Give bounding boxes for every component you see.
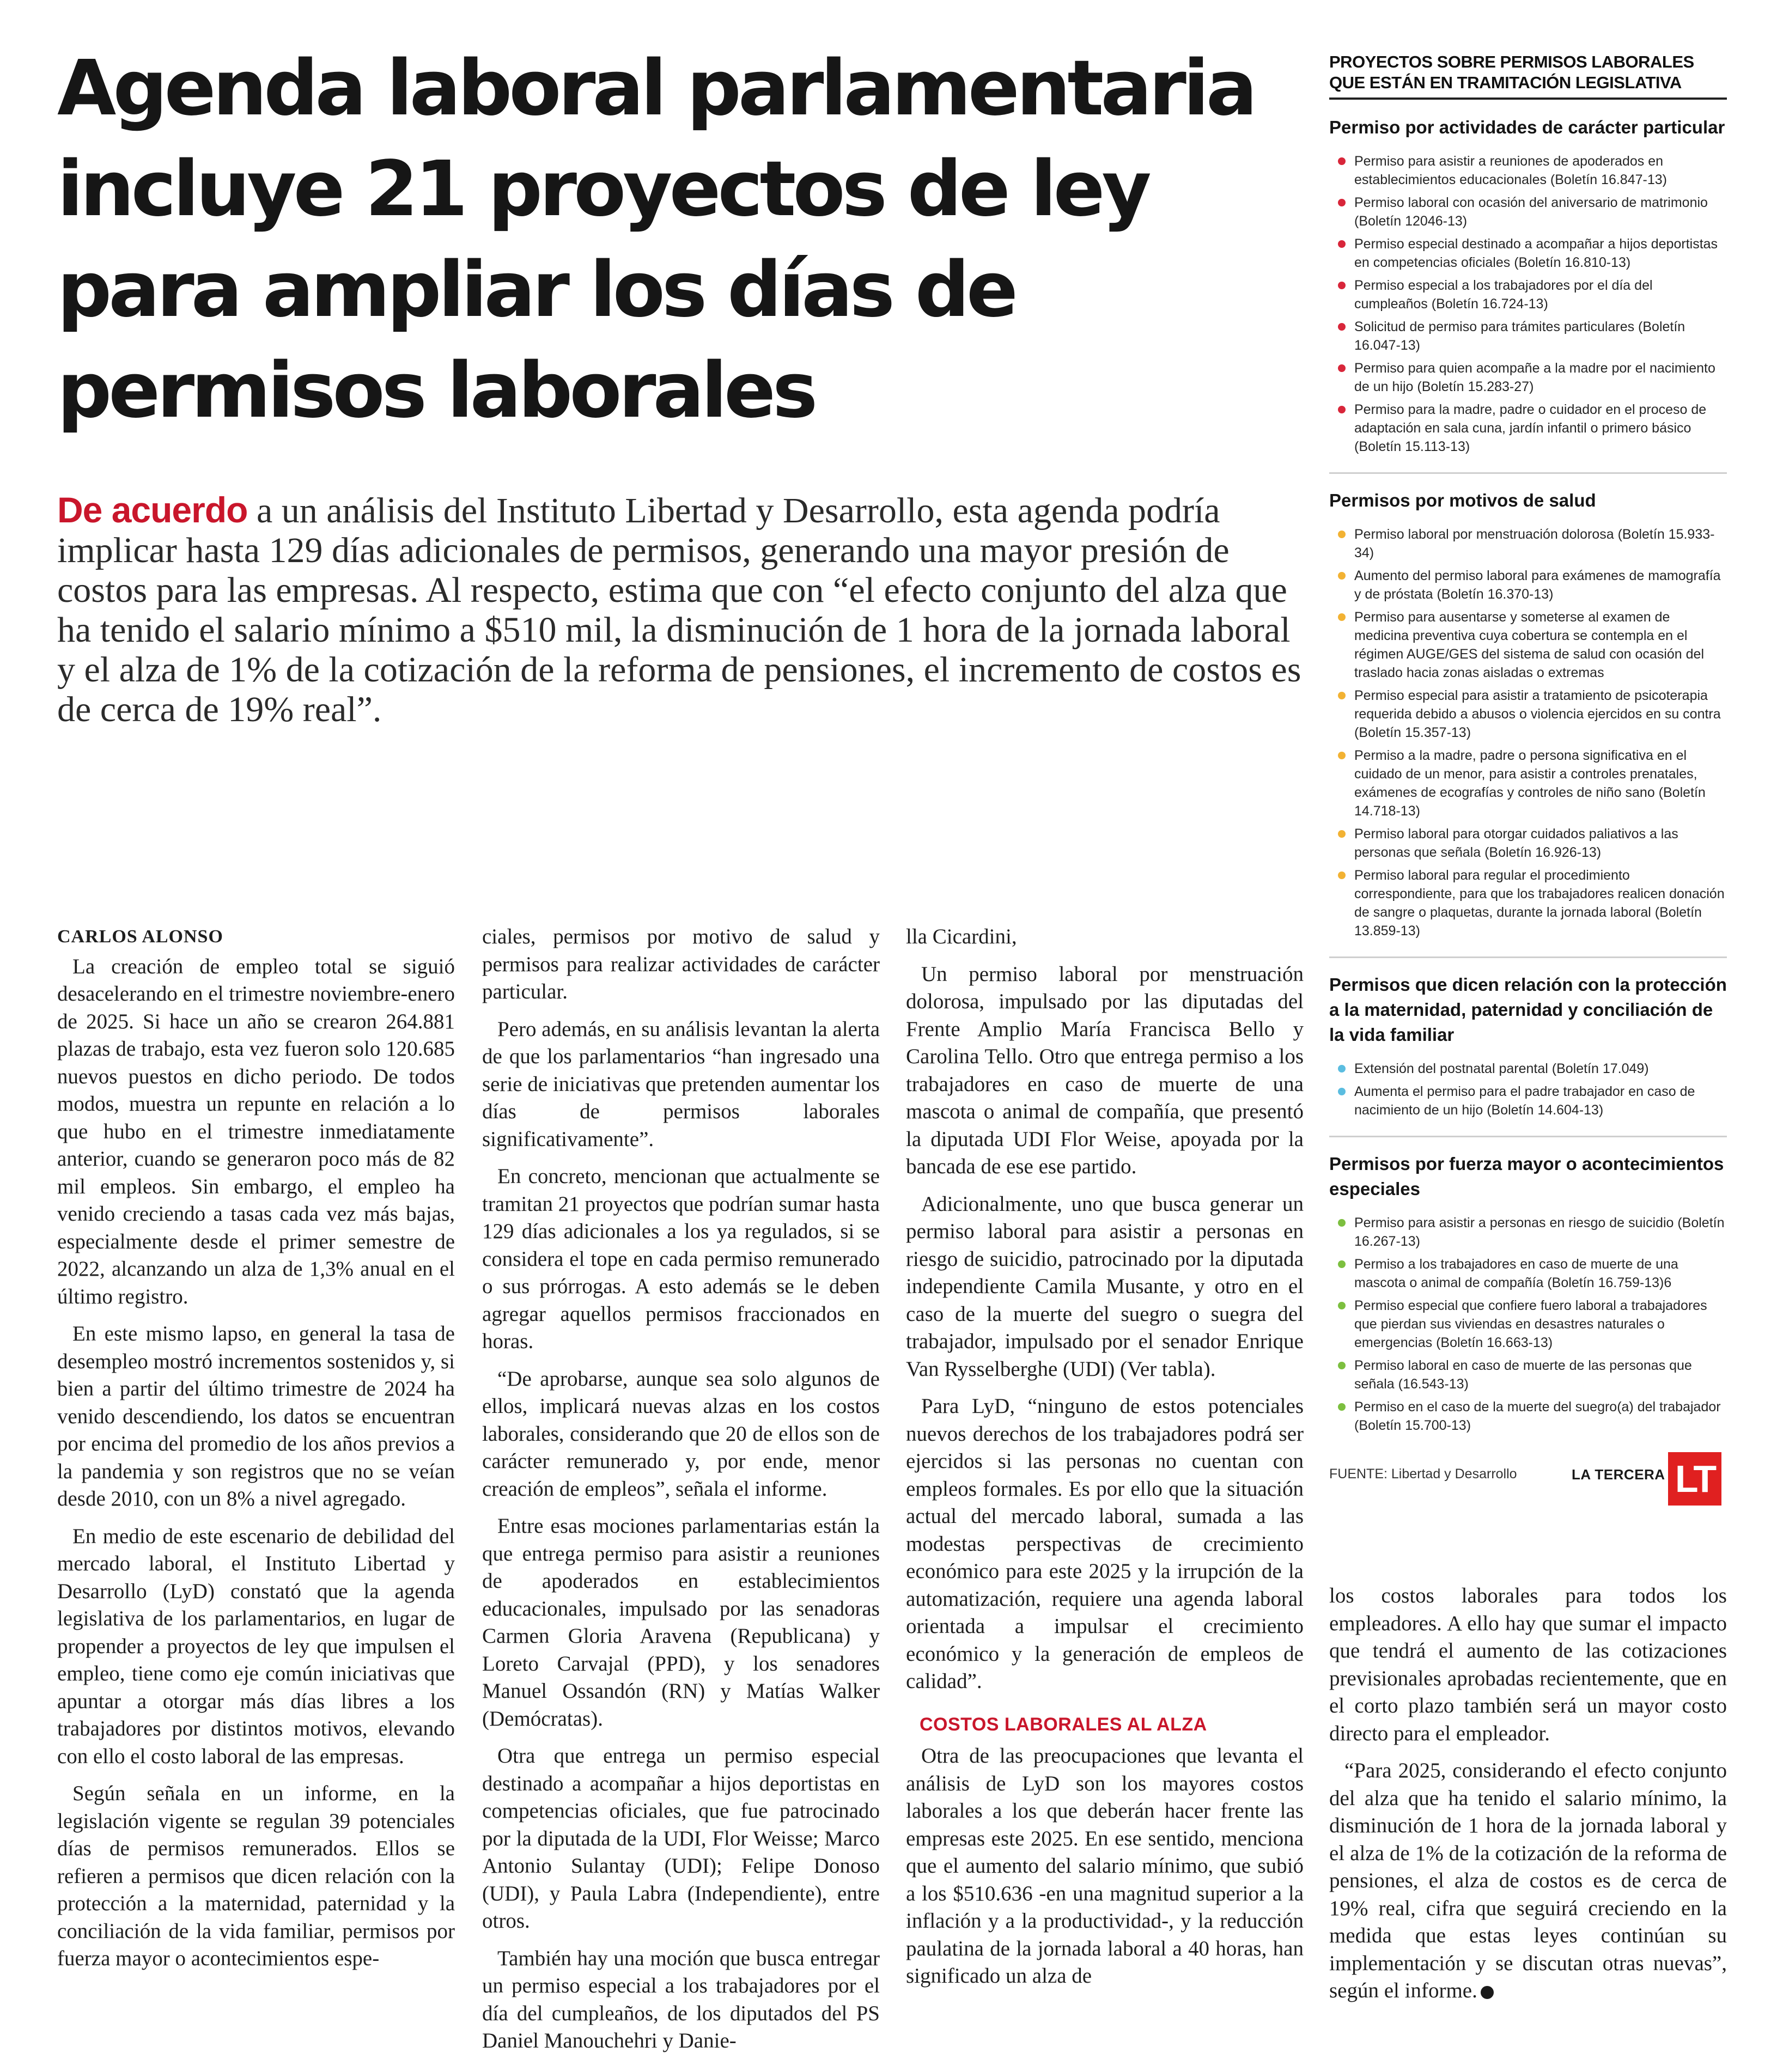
list-item — [1329, 1059, 1727, 1078]
list-item — [1329, 152, 1727, 189]
bullet-icon — [1338, 692, 1346, 699]
sidebar-section-salud — [1329, 488, 1727, 958]
list-item-text: Permiso para asistir a personas en riesgo de suicidio (Boletín 16.267-13) — [1354, 1215, 1725, 1249]
list-item — [1329, 1356, 1727, 1393]
bullet-icon — [1338, 1302, 1346, 1309]
paragraph: Para LyD, “ninguno de estos potenciales nuevos derechos de los trabajadores podrá ser ejercidos si las personas no cuentan con empleos formales. Es por ello que la situación actual del mercado laboral, sumada a las modestas perspectivas de crecimiento económico para este 2025 y la irrupción de la automatización, requiere una agenda laboral orientada a impulsar el crecimiento económico y la generación de empleos de calidad”. — [906, 1394, 1304, 1693]
list-item — [1329, 235, 1727, 272]
list-item — [1329, 1255, 1727, 1292]
list-item — [1329, 608, 1727, 682]
brand-logo: LT — [1668, 1452, 1721, 1506]
bullet-icon — [1338, 323, 1346, 331]
list-item — [1329, 359, 1727, 396]
list-item-text: Solicitud de permiso para trámites particulares (Boletín 16.047-13) — [1354, 319, 1685, 353]
paragraph: lla Cicardini, — [906, 925, 1017, 948]
body-column-1 — [57, 923, 455, 1983]
list-item-text: Permiso laboral para otorgar cuidados paliativos a las personas que señala (Boletín 16.926-13) — [1354, 826, 1678, 860]
sidebar-section-heading: Permiso por actividades de carácter particular — [1329, 117, 1725, 137]
headline: Agenda laboral parlamentaria incluye 21 proyectos de ley para ampliar los días de permisos laborales — [57, 44, 1255, 435]
list-item-text: Permiso para ausentarse y someterse al examen de medicina preventiva cuya cobertura se contempla en el régimen AUGE/GES del sistema de salud con ocasión del traslado hacia zonas aisladas o extremas — [1354, 610, 1705, 680]
source-note: FUENTE: Libertad y Desarrollo — [1329, 1466, 1517, 1482]
list-item-text: Permiso para asistir a reuniones de apoderados en establecimientos educacionales (Boletín 16.847-13) — [1354, 154, 1667, 187]
bullet-icon — [1338, 572, 1346, 580]
paragraph: Otra de las preocupaciones que levanta el análisis de LyD son los mayores costos laborales a los que deberán hacer frente las empresas este 2025. En ese sentido, menciona que el aumento del salario mínimo, que subió a los $510.636 -en una magnitud superior a la inflación y a la productividad-, y la reducción paulatina de la jornada laboral a 40 horas, han significado un alza de — [906, 1744, 1304, 1988]
sidebar-section-heading: Permisos por motivos de salud — [1329, 490, 1596, 510]
list-item — [1329, 686, 1727, 742]
bullet-icon — [1338, 872, 1346, 879]
paragraph: En concreto, mencionan que actualmente se tramitan 21 proyectos que podrían sumar hasta 129 días adicionales a los ya regulados, si se considera el tope en cada permiso remunerado o sus prórrogas. A esto además se le deben agregar aquellos permisos fraccionados en horas. — [482, 1165, 880, 1353]
paragraph: En medio de este escenario de debilidad del mercado laboral, el Instituto Libertad y Desarrollo (LyD) constató que la agenda legislativa de los parlamentarios, en lugar de propender a proyectos de ley que impulsen el empleo, tiene como eje común iniciativas que apuntar a otorgar más días libres a los trabajadores por distintos motivos, elevando con ello el costo laboral de las empresas. — [57, 1524, 455, 1768]
bullet-icon — [1338, 364, 1346, 372]
byline: CARLOS ALONSO — [57, 927, 223, 947]
list-item — [1329, 866, 1727, 940]
list-item — [1329, 318, 1727, 355]
bullet-icon — [1338, 1362, 1346, 1369]
paragraph: La creación de empleo total se siguió desacelerando en el trimestre noviembre-enero de 2025. Si hace un año se crearon 264.881 plazas de trabajo, esta vez fueron solo 120.685 nuevos puestos en dicho periodo. De todos modos, muestra un repunte en relación a lo que hubo en el trimestre inmediatamente anterior, cuando se generaron poco más de 82 mil empleos. Sin embargo, el empleo ha venido creciendo a tasas cada vez más bajas, especialmente desde el primer semestre de 2022, alcanzando un alza de 1,3% anual en el último registro. — [57, 954, 455, 1308]
paragraph: ciales, permisos por motivo de salud y permisos para realizar actividades de carácter particular. — [482, 925, 880, 1003]
list-item-text: Permiso laboral con ocasión del aniversario de matrimonio (Boletín 12046-13) — [1354, 195, 1708, 229]
lede — [57, 490, 1310, 729]
sidebar-footer — [1329, 1457, 1727, 1500]
paragraph: Entre esas mociones parlamentarias están la que entrega permiso para asistir a reuniones de apoderados en establecimientos educacionales, impulsado por las senadoras Carmen Gloria Aravena (Republicana) y Loreto Carvajal (PPD), y los senadores Manuel Ossandón (RN) y Matías Walker (Demócratas). — [482, 1514, 880, 1730]
list-item-text: Extensión del postnatal parental (Boletín 17.049) — [1354, 1061, 1649, 1076]
list-item-text: Permiso a la madre, padre o persona significativa en el cuidado de un menor, para asistir a controles prenatales, exámenes de ecografías y controles de niño sano (Boletín 14.718-13) — [1354, 748, 1706, 819]
list-item-text: Aumento del permiso laboral para exámenes de mamografía y de próstata (Boletín 16.370-13) — [1354, 568, 1721, 602]
sidebar-list — [1329, 152, 1727, 456]
list-item-text: Permiso especial destinado a acompañar a hijos deportistas en competencias oficiales (Boletín 16.810-13) — [1354, 236, 1718, 270]
paragraph — [1329, 1757, 1727, 2005]
sidebar-list — [1329, 1214, 1727, 1435]
list-item — [1329, 276, 1727, 313]
list-item-text: Permiso especial a los trabajadores por el día del cumpleaños (Boletín 16.724-13) — [1354, 278, 1653, 312]
bullet-icon — [1338, 1403, 1346, 1411]
bullet-icon — [1338, 240, 1346, 248]
paragraph: “De aprobarse, aunque sea solo algunos de ellos, implicará nuevas alzas en los costos laborales, considerando que 20 de ellos son de carácter remunerado y, por ende, menor creación de empleos”, señala el informe. — [482, 1367, 880, 1501]
bullet-icon — [1338, 199, 1346, 206]
list-item-text: Permiso para quien acompañe a la madre por el nacimiento de un hijo (Boletín 15.283-27) — [1354, 361, 1715, 394]
sidebar-list — [1329, 525, 1727, 940]
list-item — [1329, 825, 1727, 862]
body-column-4 — [1329, 1582, 1727, 2015]
body-column-3 — [906, 923, 1304, 2000]
paragraph: En este mismo lapso, en general la tasa de desempleo mostró incrementos sostenidos y, si bien a partir del último trimestre de 2024 ha venido descendiendo, los datos se encuentran por encima del promedio de los años previos a la pandemia y son registros que no se veían desde 2010, con un 8% a nivel agregado. — [57, 1322, 455, 1510]
bullet-icon — [1338, 531, 1346, 538]
lede-lead-word: De acuerdo — [57, 490, 248, 530]
paragraph: También hay una moción que busca entregar un permiso especial a los trabajadores por el día del cumpleaños, de los diputados del PS Daniel Manouchehri y Danie- — [482, 1946, 880, 2052]
bullet-icon — [1338, 282, 1346, 289]
sidebar-section-heading: Permisos por fuerza mayor o acontecimientos especiales — [1329, 1154, 1724, 1199]
list-item — [1329, 400, 1727, 456]
sidebar-table — [1329, 52, 1727, 1500]
list-item-text: Permiso laboral en caso de muerte de las personas que señala (16.543-13) — [1354, 1358, 1692, 1392]
list-item-text: Permiso laboral por menstruación dolorosa (Boletín 15.933-34) — [1354, 527, 1715, 560]
list-item — [1329, 1082, 1727, 1119]
bullet-icon — [1338, 1260, 1346, 1268]
list-item-text: Permiso laboral para regular el procedimiento correspondiente, para que los trabajadores realicen donación de sangre o plaquetas, durante la jornada laboral (Boletín 13.859-13) — [1354, 868, 1725, 939]
list-item-text: Permiso especial que confiere fuero laboral a trabajadores que pierdan sus viviendas en desastres naturales o emergencias (Boletín 16.663-13) — [1354, 1298, 1707, 1350]
paragraph: Según señala en un informe, en la legislación vigente se regulan 39 potenciales días de permisos remunerados. Ellos se refieren a permisos que dicen relación con la protección a la maternidad, paternidad y la conciliación de la vida familiar, permisos por fuerza mayor o acontecimientos espe- — [57, 1782, 455, 1970]
bullet-icon — [1338, 1219, 1346, 1227]
brand-name: LA TERCERA — [1572, 1466, 1665, 1483]
sidebar-section-maternidad — [1329, 972, 1727, 1137]
bullet-icon — [1338, 406, 1346, 413]
list-item — [1329, 566, 1727, 604]
list-item — [1329, 1296, 1727, 1352]
sidebar-section-particular — [1329, 115, 1727, 474]
list-item-text: Permiso para la madre, padre o cuidador en el proceso de adaptación en sala cuna, jardín infantil o primero básico (Boletín 15.113-13) — [1354, 402, 1707, 454]
paragraph: los costos laborales para todos los empleadores. A ello hay que sumar el impacto que tendrá el aumento de las cotizaciones previsionales aprobadas recientemente, que en el corto plazo también será un mayor costo directo para el empleador. — [1329, 1584, 1727, 1745]
bullet-icon — [1338, 613, 1346, 621]
list-item-text: Permiso en el caso de la muerte del suegro(a) del trabajador (Boletín 15.700-13) — [1354, 1399, 1721, 1433]
list-item — [1329, 1398, 1727, 1435]
sidebar-section-heading: Permisos que dicen relación con la protección a la maternidad, paternidad y conciliación de la vida familiar — [1329, 974, 1727, 1045]
list-item-text: Permiso a los trabajadores en caso de muerte de una mascota o animal de compañía (Boletín 16.759-13)6 — [1354, 1257, 1678, 1290]
bullet-icon — [1338, 752, 1346, 759]
list-item — [1329, 525, 1727, 562]
bullet-icon — [1338, 1088, 1346, 1095]
list-item-text: Aumenta el permiso para el padre trabajador en caso de nacimiento de un hijo (Boletín 14.604-13) — [1354, 1084, 1695, 1118]
list-item — [1329, 193, 1727, 230]
body-column-2 — [482, 923, 880, 2065]
paragraph: Un permiso laboral por menstruación dolorosa, impulsado por las diputadas del Frente Amplio María Francisca Bello y Carolina Tello. Otro que entrega permiso a los trabajadores en caso de muerte de una mascota o animal de compañía, que presentó la diputada UDI Flor Weise, apoyada por la bancada de ese ese partido. — [906, 962, 1304, 1178]
list-item-text: Permiso especial para asistir a tratamiento de psicoterapia requerida debido a abusos o violencia ejercidos en su contra (Boletín 15.357-13) — [1354, 688, 1721, 740]
bullet-icon — [1338, 157, 1346, 165]
sidebar-title: PROYECTOS SOBRE PERMISOS LABORALES QUE ESTÁN EN TRAMITACIÓN LEGISLATIVA — [1329, 52, 1727, 100]
sidebar-list — [1329, 1059, 1727, 1119]
bullet-icon — [1338, 830, 1346, 838]
paragraph: Adicionalmente, uno que busca generar un permiso laboral para asistir a personas en riesgo de suicidio, patrocinado por la diputada independiente Camila Musante, y otro en el caso de la muerte del suegro o suegra del trabajador, impulsado por el senador Enrique Van Rysselberghe (UDI) (Ver tabla). — [906, 1192, 1304, 1381]
end-mark-icon: ● — [1481, 1986, 1494, 1999]
bullet-icon — [1338, 1065, 1346, 1072]
list-item — [1329, 746, 1727, 820]
lede-text: a un análisis del Instituto Libertad y Desarrollo, esta agenda podría implicar hasta 129 días adicionales de permisos, generando una mayor presión de costos para las empresas. Al respecto, estima que con “el efecto conjunto del alza que ha tenido el salario mínimo a $510 mil, la disminución de 1 hora de la jornada laboral y el alza de 1% de la cotización de la reforma de pensiones, el incremento de costos es de cerca de 19% real”. — [57, 491, 1301, 729]
sidebar-section-fuerza-mayor — [1329, 1151, 1727, 1451]
list-item — [1329, 1214, 1727, 1251]
paragraph-text: “Para 2025, considerando el efecto conjunto del alza que ha tenido el salario mínimo, la disminución de 1 hora de la jornada laboral y el alza de 1% de la cotización de la reforma de pensiones, el alza de costos es de cerca de 19% real, cifra que seguirá creciendo en la medida que estas leyes continúan su implementación y se discutan otras nuevas”, según el informe. — [1329, 1759, 1727, 2002]
paragraph: Otra que entrega un permiso especial destinado a acompañar a hijos deportistas en competencias oficiales, que fue patrocinado por la diputada de la UDI, Flor Weisse; Marco Antonio Sulantay (UDI); Felipe Donoso (UDI), y Paula Labra (Independiente), entre otros. — [482, 1744, 880, 1933]
paragraph: Pero además, en su análisis levantan la alerta de que los parlamentarios “han ingresado una serie de iniciativas que pretenden aumentar los días de permisos laborales significativamente”. — [482, 1017, 880, 1151]
section-subhead: COSTOS LABORALES AL ALZA — [920, 1714, 1207, 1735]
